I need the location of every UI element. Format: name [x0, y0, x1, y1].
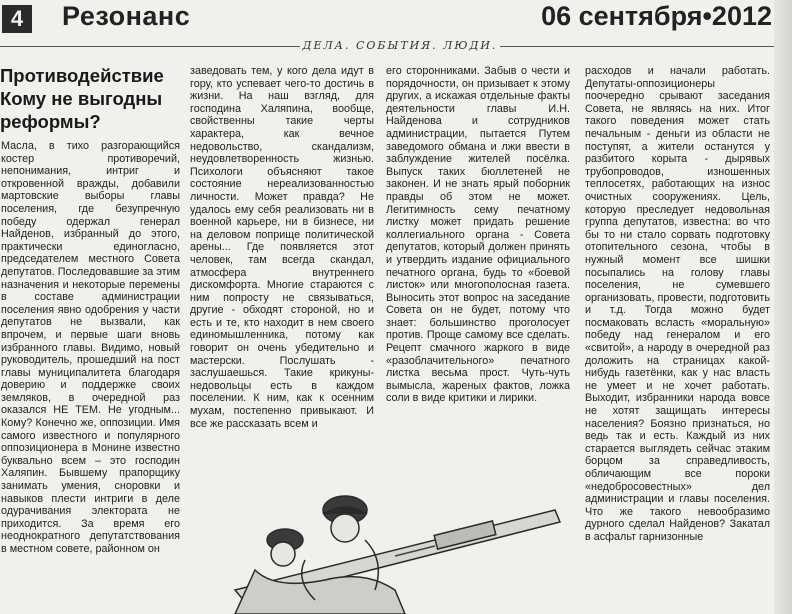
- rubric-rule-left: [0, 46, 300, 47]
- article-headline: Противодействие Кому не выгодны реформы?: [0, 65, 164, 132]
- column-1-text: Масла, в тихо разгорающийся костер противоречий, непонимания, интриг и откровенной вражды, добавили мартовские выборы главы поселения, где безупречную победу одержал генерал Найденов, избранный до этого, практически единогласно, председателем местного Совета депутатов. Последовавшие за этим назначения и некоторые перемены в составе администрации поселения явно одобрения у части депутатов не вызвали, как впрочем, и первые шаги вновь избранного главы. Видимо, новый руководитель, прошедший на пост главы муниципалитета благодаря доверию и поддержке своих земляков, в очередной раз оказался НЕ ТЕМ. Не угодным... Кому? Конечно же, оппозиции. Имя самого известного и популярного оппозиционера в Монине известно буквально всем – это господин Халяпин. Бывшему прапорщику занимать умения, сноровки и навыков плести интриги в деле одурачивания электората не приходится. За время его неоднократного депутатствования в местном совете, районном он: [1, 140, 180, 555]
- cartoon-illustration: [195, 470, 575, 614]
- rubric-bar: [0, 36, 778, 58]
- rubric-rule-right: [500, 46, 778, 47]
- column-4-text: расходов и начали работать. Депутаты-оппозиционеры поочередно срывают заседания Совета, не являясь на них. Итог такого поведения может стать печальным - деньги из области не поступят, а жители останутся у разбитого корыта - дырявых трубопроводов, изношенных теплосетях, работающих на износ очистных сооружениях. Цель, которую преследует недовольная группа депутатов, известна: во что бы то ни стало сорвать подготовку отопительного сезона, чтобы в нужный момент все шишки посыпались на голову главы поселения, не сумевшего организовать, провести, подготовить и т.д. Тогда можно будет посмаковать всласть «моральную» победу над генералом и его «свитой», а народу в очередной раз доложить на страницах какой-нибудь газетёнки, как у нас власть не умеет и не хочет работать. Выходит, избранники народа вовсе не хотят защищать интересы населения? Боязно признаться, но ведь так и есть. Каждый из них старается выглядеть сейчас этаким борцом за справедливость, обличающим все пороки «недобросовестных» дел администрации и главы поселения. Что же такого невообразимо дурного сделал Найденов? Закатал в асфальт гарнизонные: [585, 65, 770, 543]
- cartoon-soldiers-with-gun: [235, 496, 560, 614]
- article-column-3: [386, 65, 570, 405]
- page-edge: [774, 0, 792, 614]
- issue-date: 06 сентября•2012: [541, 1, 772, 31]
- column-2-text: заведовать тем, у кого дела идут в гору, кто успевает чего-то достичь в жизни. На наш взгляд, для господина Халяпина, вообще, свойственны такие черты характера, как вечное недовольство, скандализм, неудовлетворенность жизнью. Психологи объясняют такое состояние нереализованностью личности. Может правда? Не удалось ему себя реализовать ни в военной карьере, ни в бизнесе, ни на деловом поприще политической арены... Где появляется этот человек, там всегда скандал, атмосфера внутреннего дискомфорта. Многие стараются с ним попросту не связываться, другие - обходят стороной, но и есть и те, кто находит в нем своего единомышленника, потому как говорит он очень убедительно и мастерски. Послушать - заслушаешься. Такие крикуны-недовольцы есть в каждом поселении. К ним, как к осенним мухам, постепенно привыкают. И все же рассказать всем и: [190, 65, 374, 430]
- article-column-4: [585, 65, 770, 544]
- article-column-2: [190, 65, 374, 430]
- column-3-text: его сторонниками. Забыв о чести и порядочности, он призывает к этому других, а искажая отдельные факты деятельности главы И.Н. Найденова и сотрудников администрации, пытается Путем заведомого обмана и лжи ввести в заблуждение жителей посёлка. Выпуск таких бюллетеней не законен. И не знать ярый поборник правды об этом не может. Легитимность сему печатному листку может придать решение коллегиального органа - Совета депутатов, который должен принять и утвердить издание официального печатного органа, будь то «боевой листок» или многополосная газета. Выносить этот вопрос на заседание Совета он не будет, потому что знает: большинство проголосует против. Проще самому все сделать. Рецепт смачного жаркого в виде «разоблачительного» печатного листка весьма прост. Чуть-чуть вымысла, жареных фактов, ложка соли в виде критики и лирики.: [386, 65, 570, 405]
- newspaper-title: Резонанс: [62, 1, 191, 31]
- rubric-label: ДЕЛА. СОБЫТИЯ. ЛЮДИ.: [302, 39, 498, 52]
- page-number: 4: [2, 5, 32, 33]
- page-header: [0, 0, 778, 38]
- article-column-1: [1, 140, 180, 556]
